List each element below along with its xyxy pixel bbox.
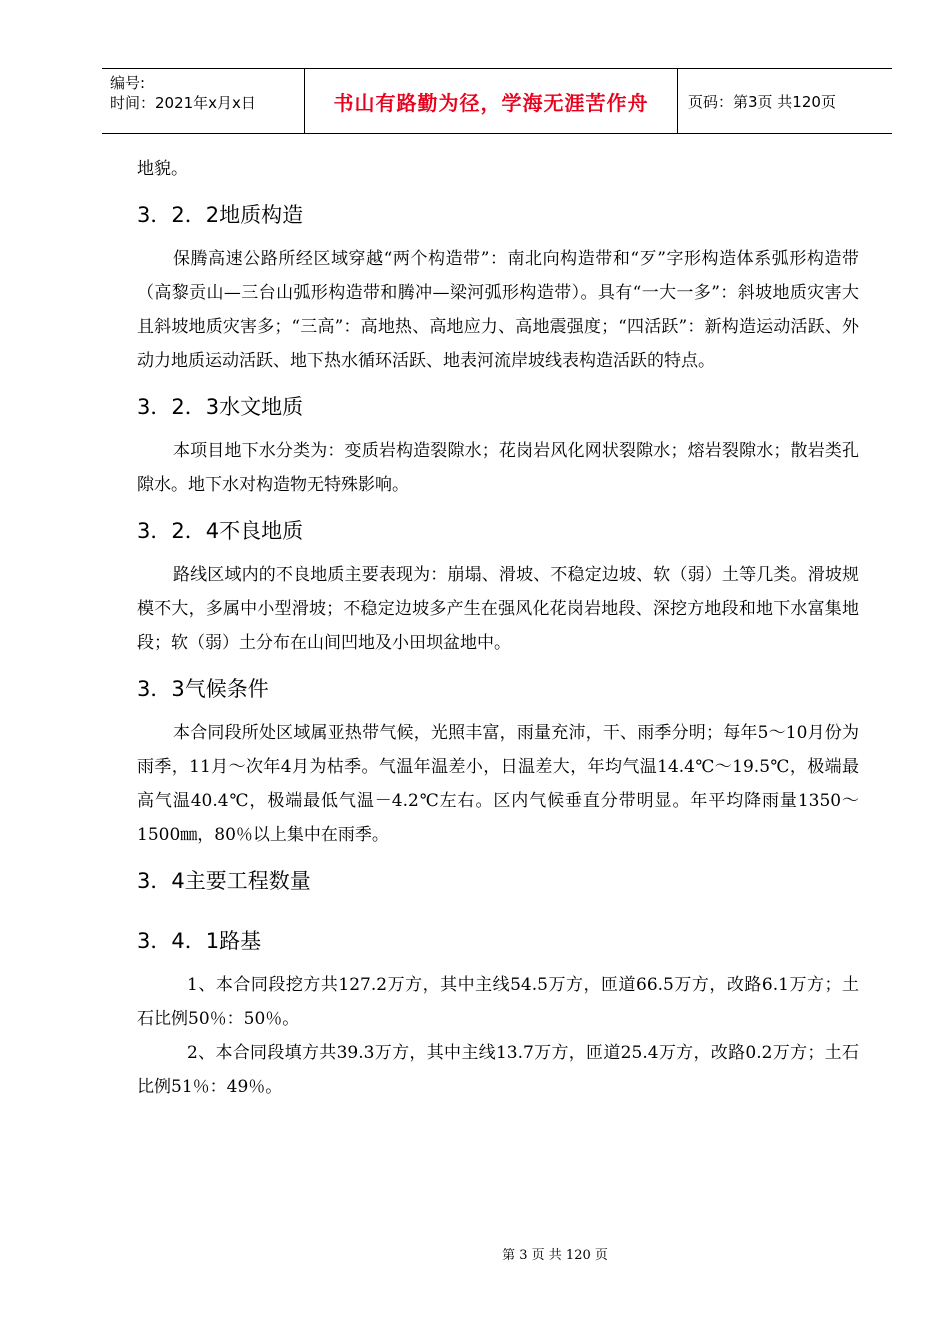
- page-footer: 第 3 页 共 120 页: [502, 1248, 608, 1263]
- paragraph-climate: 本合同段所处区域属亚热带气候，光照丰富，雨量充沛，干、雨季分明；每年5～10月份为雨季，11月～次年4月为枯季。气温年温差小，日温差大，年均气温14.4℃～19.5℃，极端最高气温40.4℃，极端最低气温－4.2℃左右。区内气候垂直分带明显。年平均降雨量1350～1500㎜，80％以上集中在雨季。: [137, 723, 859, 845]
- number-label: 编号:: [110, 74, 146, 92]
- header-page-info: 页码：第3页 共120页: [688, 92, 836, 111]
- heading-3-2-2: 3．2．2地质构造: [137, 203, 304, 227]
- paragraph-adverse-geology: 路线区域内的不良地质主要表现为：崩塌、滑坡、不稳定边坡、软（弱）土等几类。滑坡规模不大，多属中小型滑坡；不稳定边坡多产生在强风化花岗岩地段、深挖方地段和地下水富集地段；软（弱）土分布在山间凹地及小田坝盆地中。: [137, 565, 859, 653]
- paragraph-fill: 2、本合同段填方共39.3万方，其中主线13.7万方，匝道25.4万方，改路0.2万方；土石比例51％：49％。: [137, 1043, 859, 1097]
- heading-3-4-1: 3．4．1路基: [137, 929, 262, 953]
- paragraph-excavation: 1、本合同段挖方共127.2万方，其中主线54.5万方，匝道66.5万方，改路6.1万方；土石比例50％：50％。: [137, 975, 859, 1029]
- time-label: 时间：2021年x月x日: [110, 94, 256, 112]
- heading-3-4: 3．4主要工程数量: [137, 869, 311, 893]
- paragraph-geology: 保腾高速公路所经区域穿越“两个构造带”：南北向构造带和“歹”字形构造体系弧形构造带（高黎贡山—三台山弧形构造带和腾冲—梁河弧形构造带）。具有“一大一多”：斜坡地质灾害大且斜坡地质灾害多；“三高”：高地热、高地应力、高地震强度；“四活跃”：新构造运动活跃、外动力地质运动活跃、地下热水循环活跃、地表河流岸坡线表构造活跃的特点。: [137, 249, 859, 371]
- paragraph-hydrogeology: 本项目地下水分类为：变质岩构造裂隙水；花岗岩风化网状裂隙水；熔岩裂隙水；散岩类孔隙水。地下水对构造物无特殊影响。: [137, 441, 859, 495]
- header-motto-cell: [304, 69, 678, 133]
- heading-3-3: 3．3气候条件: [137, 677, 269, 701]
- header-motto: 书山有路勤为径，学海无涯苦作舟: [333, 90, 649, 115]
- page-header: [102, 68, 892, 134]
- paragraph-continuation: 地貌。: [137, 159, 188, 179]
- document-body: [137, 152, 859, 1104]
- heading-3-2-3: 3．2．3水文地质: [137, 395, 304, 419]
- header-meta: [102, 69, 304, 133]
- heading-3-2-4: 3．2．4不良地质: [137, 519, 304, 543]
